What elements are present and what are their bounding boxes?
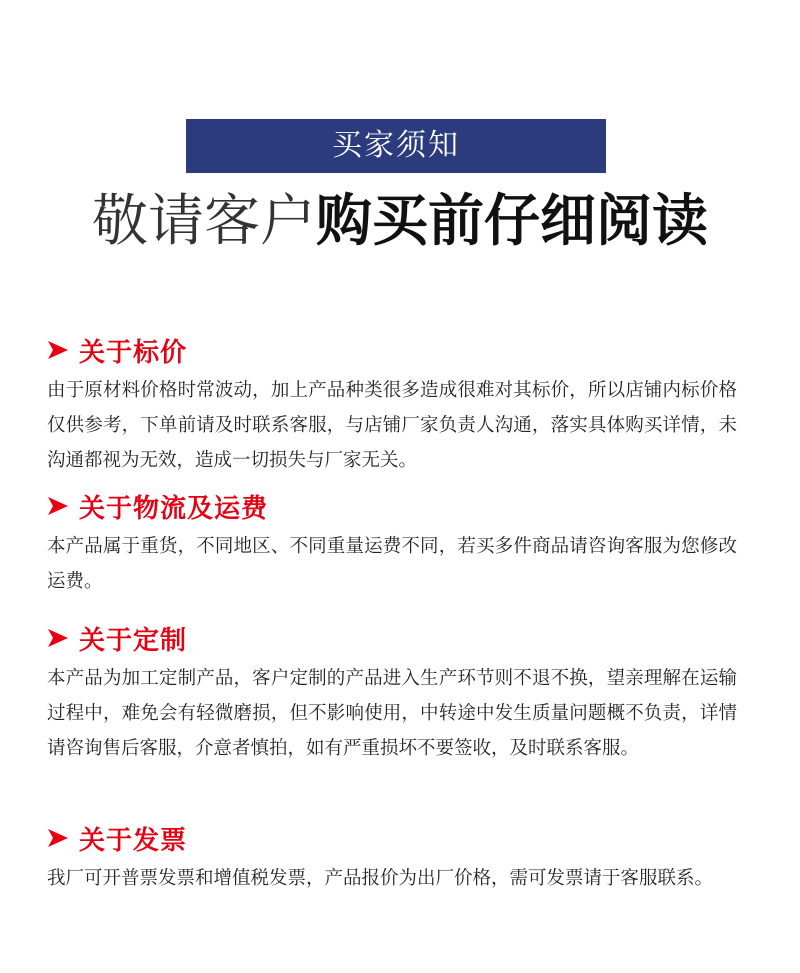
headline-bold: 购买前仔细阅读 bbox=[316, 189, 708, 254]
section-title bbox=[47, 330, 737, 370]
banner bbox=[186, 119, 606, 173]
section-custom bbox=[47, 618, 737, 766]
section-body: 我厂可开普票发票和增值税发票，产品报价为出厂价格，需可发票请于客服联系。 bbox=[47, 868, 714, 889]
arrow-right-icon bbox=[47, 495, 69, 517]
arrow-right-icon bbox=[47, 339, 69, 361]
section-price bbox=[47, 330, 737, 478]
arrow-right-icon bbox=[47, 627, 69, 649]
page-headline bbox=[0, 186, 800, 258]
section-title-text: 关于物流及运费 bbox=[79, 493, 269, 524]
section-title bbox=[47, 486, 737, 526]
section-body: 本产品为加工定制产品，客户定制的产品进入生产环节则不退不换，望亲理解在运输过程中，难免会有轻微磨损，但不影响使用，中转途中发生质量问题概不负责，详情请咨询售后客服，介意者慎拍，如有严重损坏不要签收，及时联系客服。 bbox=[47, 668, 737, 759]
banner-label: 买家须知 bbox=[332, 128, 460, 163]
section-title-text: 关于发票 bbox=[79, 825, 188, 856]
section-body: 由于原材料价格时常波动，加上产品种类很多造成很难对其标价，所以店铺内标价格仅供参考，下单前请及时联系客服，与店铺厂家负责人沟通，落实具体购买详情，未沟通都视为无效，造成一切损失与厂家无关。 bbox=[47, 380, 737, 471]
section-title bbox=[47, 818, 737, 858]
arrow-right-icon bbox=[47, 827, 69, 849]
section-shipping bbox=[47, 486, 737, 599]
section-title-text: 关于定制 bbox=[79, 625, 188, 656]
section-title-text: 关于标价 bbox=[79, 337, 188, 368]
headline-light: 敬请客户 bbox=[92, 189, 316, 254]
section-body: 本产品属于重货，不同地区、不同重量运费不同，若买多件商品请咨询客服为您修改运费。 bbox=[47, 536, 737, 592]
section-invoice bbox=[47, 818, 737, 896]
section-title bbox=[47, 618, 737, 658]
